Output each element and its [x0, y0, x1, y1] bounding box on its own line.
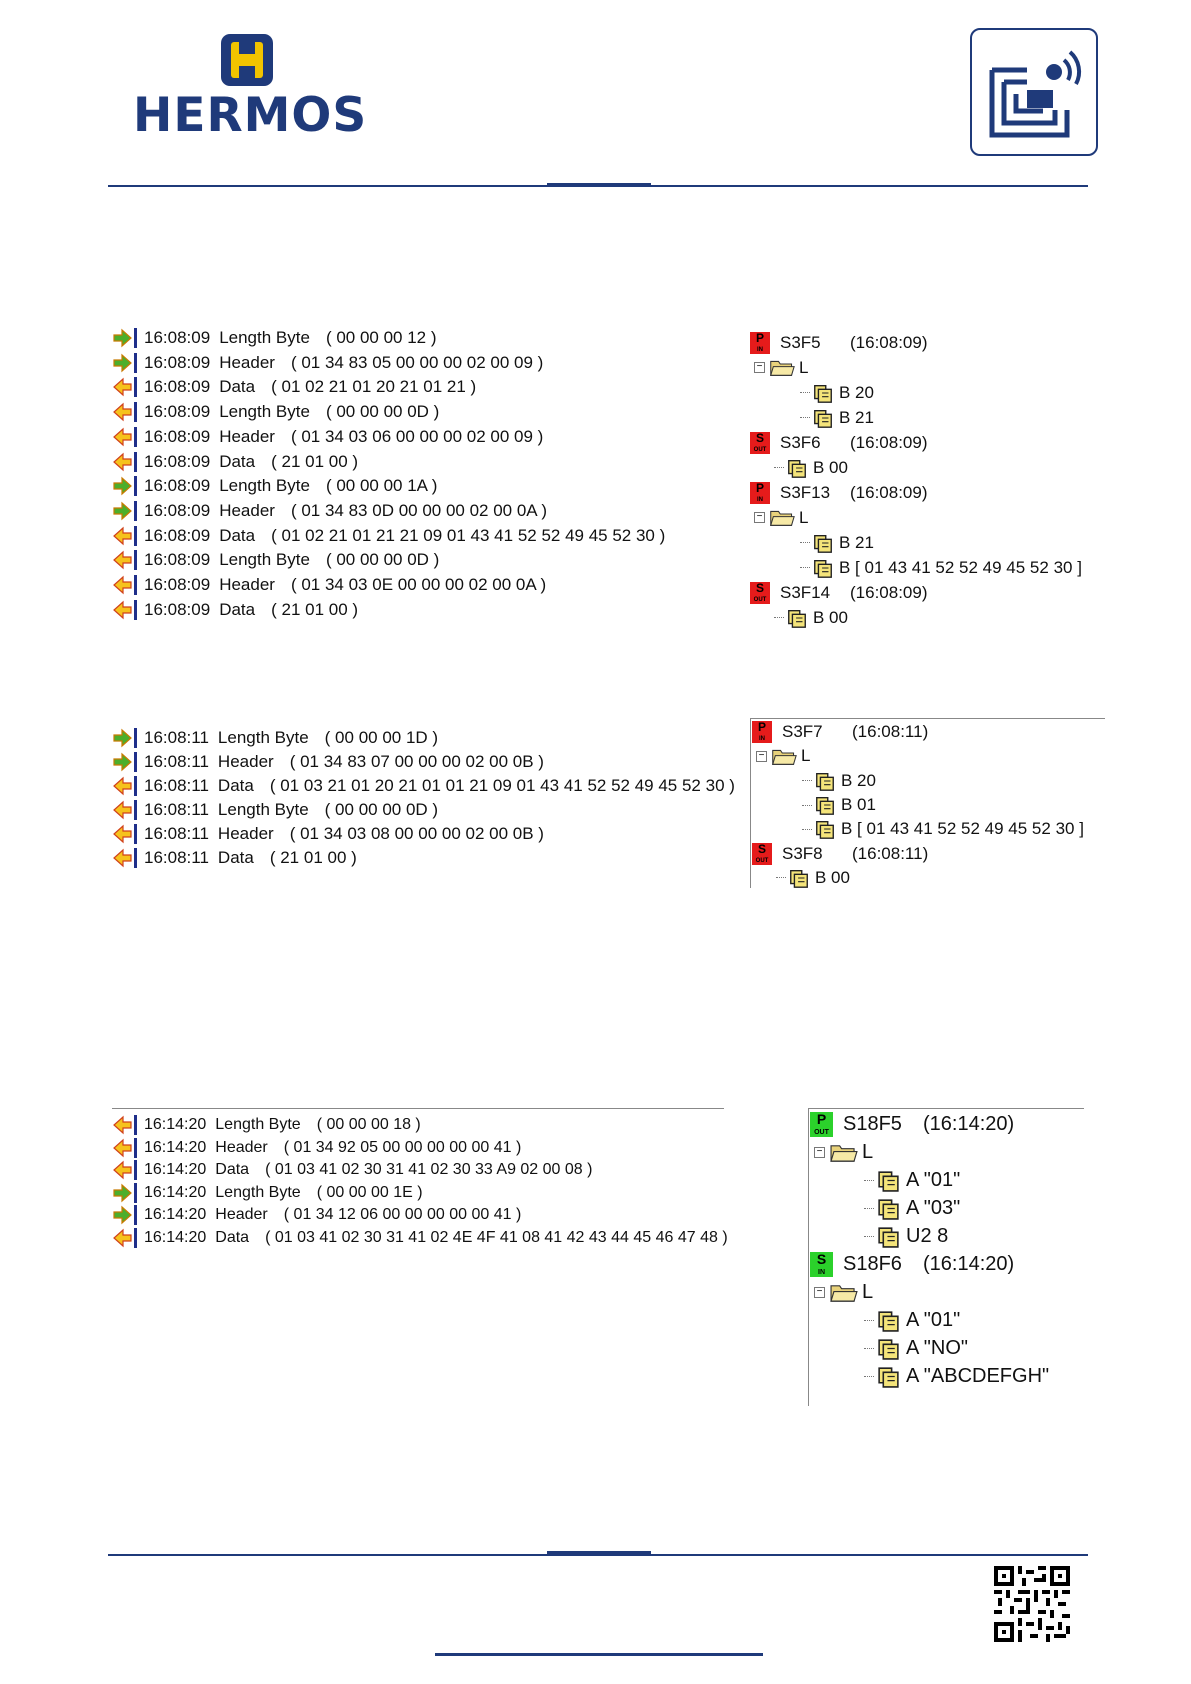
- log-field-name: Data: [219, 451, 256, 471]
- log-value: ( 21 01 00 ): [269, 848, 357, 867]
- log-line: [112, 327, 437, 349]
- qr-code-icon: [994, 1566, 1070, 1642]
- list-label: L: [799, 507, 809, 527]
- incoming-arrow-icon: [112, 1137, 138, 1159]
- log-value: ( 01 34 83 07 00 00 00 02 00 0B ): [289, 752, 544, 771]
- incoming-arrow-icon: [112, 823, 138, 845]
- outgoing-arrow-icon: [112, 727, 138, 749]
- collapse-toggle-icon[interactable]: −: [754, 362, 765, 373]
- log-timestamp: 16:08:09: [144, 599, 211, 619]
- collapse-toggle-icon[interactable]: −: [814, 1147, 825, 1158]
- log-line: [112, 426, 543, 448]
- tree-item-node[interactable]: [800, 530, 874, 555]
- log-field-name: Length Byte: [219, 550, 310, 570]
- primary-message-badge-icon: P OUT: [810, 1112, 833, 1137]
- log-field-name: Data: [215, 1161, 250, 1178]
- log-value: ( 01 34 03 08 00 00 00 02 00 0B ): [289, 824, 544, 843]
- tree-item-node[interactable]: [774, 455, 848, 480]
- tree-message-node[interactable]: [810, 1250, 1014, 1278]
- tree-message-node[interactable]: [750, 430, 928, 455]
- data-item-icon: [814, 794, 836, 816]
- incoming-arrow-icon: [112, 847, 138, 869]
- collapse-toggle-icon[interactable]: −: [754, 512, 765, 523]
- item-value: B 21: [839, 532, 874, 552]
- message-log-2: [112, 721, 735, 871]
- tree-item-node[interactable]: [864, 1194, 960, 1222]
- brand-name: HERMOS: [133, 88, 368, 143]
- outgoing-arrow-icon: [112, 475, 138, 497]
- log-value: ( 01 03 21 01 20 21 01 01 21 09 01 43 41 52 52 49 45 52 30 ): [269, 776, 735, 795]
- log-timestamp: 16:08:11: [144, 848, 209, 867]
- outgoing-arrow-icon: [112, 1204, 138, 1226]
- log-line: [112, 1159, 592, 1181]
- tree-item-node[interactable]: [774, 605, 848, 630]
- message-stream-function: S18F5: [843, 1112, 902, 1135]
- outgoing-arrow-icon: [112, 1182, 138, 1204]
- incoming-arrow-icon: [112, 549, 138, 571]
- rfid-logo-icon: [970, 28, 1098, 156]
- log-timestamp: 16:14:20: [144, 1206, 207, 1223]
- data-item-icon: [814, 770, 836, 792]
- item-value: B [ 01 43 41 52 52 49 45 52 30 ]: [841, 819, 1084, 839]
- data-item-icon: [876, 1224, 901, 1249]
- list-label: L: [862, 1280, 874, 1303]
- tree-item-node[interactable]: [864, 1306, 960, 1334]
- incoming-arrow-icon: [112, 574, 138, 596]
- data-item-icon: [812, 407, 834, 429]
- data-item-icon: [876, 1336, 901, 1361]
- log-line: [112, 500, 547, 522]
- log-field-name: Length Byte: [215, 1183, 301, 1201]
- incoming-arrow-icon: [112, 775, 138, 797]
- log-timestamp: 16:08:09: [144, 525, 211, 545]
- message-tree-1: [748, 328, 1108, 633]
- item-value: B 00: [813, 607, 848, 627]
- log-timestamp: 16:08:09: [144, 402, 211, 422]
- list-label: L: [801, 746, 811, 766]
- message-log-1: [112, 321, 712, 621]
- message-stream-function: S3F8: [782, 843, 823, 863]
- log-value: ( 00 00 00 0D ): [325, 550, 440, 570]
- log-line: [112, 451, 358, 473]
- log-line: [112, 1227, 728, 1249]
- log-value: ( 00 00 00 1D ): [324, 728, 439, 747]
- incoming-arrow-icon: [112, 799, 138, 821]
- tree-item-node[interactable]: [802, 769, 876, 793]
- log-timestamp: 16:08:09: [144, 328, 211, 347]
- log-line: [112, 475, 437, 497]
- incoming-arrow-icon: [112, 1114, 138, 1136]
- log-timestamp: 16:14:20: [144, 1228, 207, 1246]
- tree-message-node[interactable]: [810, 1110, 1014, 1138]
- log-value: ( 01 34 92 05 00 00 00 00 00 41 ): [283, 1138, 522, 1156]
- secondary-message-badge-icon: S OUT: [750, 582, 770, 604]
- log-field-name: Header: [219, 352, 275, 372]
- message-stream-function: S3F6: [780, 432, 821, 452]
- log-field-name: Header: [217, 824, 274, 843]
- log-timestamp: 16:14:20: [144, 1138, 207, 1156]
- message-time: (16:08:09): [850, 582, 928, 602]
- log-line: [112, 401, 439, 423]
- collapse-toggle-icon[interactable]: −: [814, 1287, 825, 1298]
- log-field-name: Data: [219, 525, 256, 545]
- data-item-icon: [788, 867, 810, 889]
- item-value: U2 8: [906, 1224, 949, 1247]
- log-timestamp: 16:08:11: [144, 752, 209, 771]
- message-log-3: [112, 1108, 728, 1246]
- log-value: ( 01 34 83 05 00 00 00 02 00 09 ): [290, 352, 544, 372]
- outgoing-arrow-icon: [112, 352, 138, 374]
- message-time: (16:08:09): [850, 432, 928, 452]
- footer-rule-accent: [547, 1551, 651, 1555]
- log-value: ( 01 02 21 01 21 21 09 01 43 41 52 52 49 45 52 30 ): [271, 525, 666, 545]
- item-value: B [ 01 43 41 52 52 49 45 52 30 ]: [839, 557, 1082, 577]
- log-line: [112, 727, 438, 749]
- log-line: [112, 1204, 521, 1226]
- item-value: B 20: [839, 382, 874, 402]
- tree-list-node[interactable]: [814, 1278, 873, 1306]
- tree-item-node[interactable]: [864, 1334, 968, 1362]
- log-value: ( 00 00 00 1A ): [325, 476, 438, 496]
- log-timestamp: 16:08:09: [144, 575, 211, 594]
- folder-icon: [829, 1141, 858, 1164]
- log-field-name: Length Byte: [217, 800, 309, 819]
- log-field-name: Length Byte: [219, 476, 310, 496]
- log-line: [112, 376, 476, 398]
- log-line: [112, 775, 735, 797]
- log-field-name: Data: [215, 1228, 250, 1246]
- data-item-icon: [786, 607, 808, 629]
- tree-item-node[interactable]: [802, 793, 876, 817]
- log-line: [112, 1114, 421, 1136]
- log-value: ( 00 00 00 0D ): [325, 402, 440, 422]
- log-line: [112, 751, 544, 773]
- message-time: (16:08:11): [852, 843, 929, 863]
- log-value: ( 01 34 03 0E 00 00 00 02 00 0A ): [290, 575, 547, 594]
- primary-message-badge-icon: P IN: [752, 721, 772, 743]
- log-value: ( 21 01 00 ): [271, 451, 359, 471]
- log-field-name: Length Byte: [219, 402, 310, 422]
- data-item-icon: [876, 1196, 901, 1221]
- log-line: [112, 823, 544, 845]
- item-value: B 01: [841, 795, 876, 815]
- item-value: B 20: [841, 770, 876, 790]
- item-value: A "01": [906, 1308, 961, 1331]
- message-time: (16:14:20): [923, 1252, 1015, 1275]
- item-value: B 00: [815, 867, 850, 887]
- tree-list-node[interactable]: [754, 505, 808, 530]
- log-value: ( 01 03 41 02 30 31 41 02 30 33 A9 02 00 08 ): [265, 1161, 593, 1178]
- message-stream-function: S18F6: [843, 1252, 902, 1275]
- tree-message-node[interactable]: [750, 330, 928, 355]
- log-value: ( 01 02 21 01 20 21 01 21 ): [271, 377, 477, 397]
- log-timestamp: 16:08:09: [144, 352, 211, 372]
- folder-icon: [829, 1281, 858, 1304]
- log-timestamp: 16:08:09: [144, 500, 211, 520]
- log-timestamp: 16:08:09: [144, 377, 211, 397]
- log-line: [112, 549, 439, 571]
- data-item-icon: [814, 818, 836, 840]
- incoming-arrow-icon: [112, 401, 138, 423]
- log-field-name: Header: [219, 575, 275, 594]
- log-line: [112, 799, 438, 821]
- log-value: ( 01 34 03 06 00 00 00 02 00 09 ): [290, 426, 544, 446]
- log-value: ( 00 00 00 18 ): [316, 1116, 421, 1133]
- tree-item-node[interactable]: [800, 555, 1082, 580]
- incoming-arrow-icon: [112, 525, 138, 547]
- log-field-name: Header: [217, 752, 274, 771]
- message-tree-3: [808, 1108, 1084, 1406]
- log-field-name: Header: [215, 1138, 268, 1156]
- message-tree-2: [750, 718, 1105, 888]
- message-time: (16:08:11): [852, 722, 929, 742]
- item-value: A "03": [906, 1196, 961, 1219]
- outgoing-arrow-icon: [112, 751, 138, 773]
- tree-item-node[interactable]: [800, 380, 874, 405]
- log-line: [112, 525, 665, 547]
- log-line: [112, 1182, 423, 1204]
- log-value: ( 01 34 83 0D 00 00 00 02 00 0A ): [290, 500, 548, 520]
- log-field-name: Length Byte: [215, 1116, 301, 1133]
- message-stream-function: S3F5: [780, 332, 821, 352]
- incoming-arrow-icon: [112, 426, 138, 448]
- log-field-name: Data: [217, 776, 254, 795]
- incoming-arrow-icon: [112, 1159, 138, 1181]
- header-rule-accent: [547, 183, 651, 187]
- incoming-arrow-icon: [112, 599, 138, 621]
- tree-item-node[interactable]: [800, 405, 874, 430]
- data-item-icon: [812, 532, 834, 554]
- tree-list-node[interactable]: [754, 355, 808, 380]
- collapse-toggle-icon[interactable]: −: [756, 751, 767, 762]
- log-timestamp: 16:08:09: [144, 476, 211, 496]
- log-value: ( 21 01 00 ): [271, 599, 359, 619]
- tree-item-node[interactable]: [864, 1166, 960, 1194]
- log-line: [112, 1137, 521, 1159]
- log-line: [112, 352, 543, 374]
- item-value: A "NO": [906, 1336, 968, 1359]
- item-value: B 00: [813, 457, 848, 477]
- log-timestamp: 16:08:11: [144, 728, 209, 747]
- log-timestamp: 16:14:20: [144, 1116, 207, 1133]
- log-timestamp: 16:08:09: [144, 451, 211, 471]
- footer-link-underline: [435, 1653, 763, 1656]
- log-timestamp: 16:08:11: [144, 776, 209, 795]
- tree-item-node[interactable]: [864, 1362, 1049, 1390]
- log-value: ( 00 00 00 1E ): [316, 1183, 423, 1201]
- tree-item-node[interactable]: [776, 866, 850, 890]
- log-value: ( 01 34 12 06 00 00 00 00 00 41 ): [283, 1206, 522, 1223]
- data-item-icon: [876, 1364, 901, 1389]
- secondary-message-badge-icon: S OUT: [752, 843, 772, 865]
- item-value: A "ABCDEFGH": [906, 1364, 1050, 1387]
- data-item-icon: [876, 1168, 901, 1193]
- log-timestamp: 16:08:09: [144, 550, 211, 570]
- log-field-name: Length Byte: [219, 328, 310, 347]
- primary-message-badge-icon: P IN: [750, 482, 770, 504]
- tree-item-node[interactable]: [864, 1222, 948, 1250]
- tree-message-node[interactable]: [752, 720, 928, 744]
- incoming-arrow-icon: [112, 451, 138, 473]
- log-timestamp: 16:14:20: [144, 1183, 207, 1201]
- folder-icon: [771, 746, 797, 767]
- tree-list-node[interactable]: [814, 1138, 873, 1166]
- log-value: ( 00 00 00 0D ): [324, 800, 439, 819]
- secondary-message-badge-icon: S OUT: [750, 432, 770, 454]
- data-item-icon: [876, 1308, 901, 1333]
- log-timestamp: 16:08:11: [144, 800, 209, 819]
- secondary-message-badge-icon: S IN: [810, 1252, 833, 1277]
- message-stream-function: S3F7: [782, 722, 823, 742]
- tree-item-node[interactable]: [802, 817, 1084, 841]
- tree-message-node[interactable]: [752, 842, 928, 866]
- message-stream-function: S3F13: [780, 482, 831, 502]
- log-line: [112, 599, 358, 621]
- message-time: (16:08:09): [850, 332, 928, 352]
- outgoing-arrow-icon: [112, 327, 138, 349]
- folder-icon: [769, 357, 795, 378]
- message-time: (16:14:20): [923, 1112, 1015, 1135]
- log-field-name: Header: [219, 426, 275, 446]
- data-item-icon: [786, 457, 808, 479]
- log-field-name: Length Byte: [217, 728, 309, 747]
- incoming-arrow-icon: [112, 376, 138, 398]
- item-value: A "01": [906, 1168, 961, 1191]
- tree-message-node[interactable]: [750, 480, 928, 505]
- log-line: [112, 847, 357, 869]
- log-value: ( 01 03 41 02 30 31 41 02 4E 4F 41 08 41 42 43 44 45 46 47 48 ): [265, 1228, 728, 1246]
- outgoing-arrow-icon: [112, 500, 138, 522]
- message-stream-function: S3F14: [780, 582, 831, 602]
- log-line: [112, 574, 546, 596]
- incoming-arrow-icon: [112, 1227, 138, 1249]
- log-field-name: Header: [215, 1206, 268, 1223]
- list-label: L: [799, 357, 809, 377]
- log-field-name: Data: [219, 599, 256, 619]
- data-item-icon: [812, 382, 834, 404]
- log-field-name: Data: [217, 848, 254, 867]
- log-value: ( 00 00 00 12 ): [325, 328, 437, 347]
- item-value: B 21: [839, 407, 874, 427]
- log-timestamp: 16:08:09: [144, 426, 211, 446]
- log-field-name: Data: [219, 377, 256, 397]
- list-label: L: [862, 1140, 874, 1163]
- log-timestamp: 16:08:11: [144, 824, 209, 843]
- message-time: (16:08:09): [850, 482, 928, 502]
- primary-message-badge-icon: P IN: [750, 332, 770, 354]
- hermos-logo-mark: [221, 34, 273, 86]
- tree-list-node[interactable]: [756, 744, 810, 768]
- log-timestamp: 16:14:20: [144, 1161, 207, 1178]
- data-item-icon: [812, 557, 834, 579]
- folder-icon: [769, 507, 795, 528]
- tree-message-node[interactable]: [750, 580, 928, 605]
- log-field-name: Header: [219, 500, 275, 520]
